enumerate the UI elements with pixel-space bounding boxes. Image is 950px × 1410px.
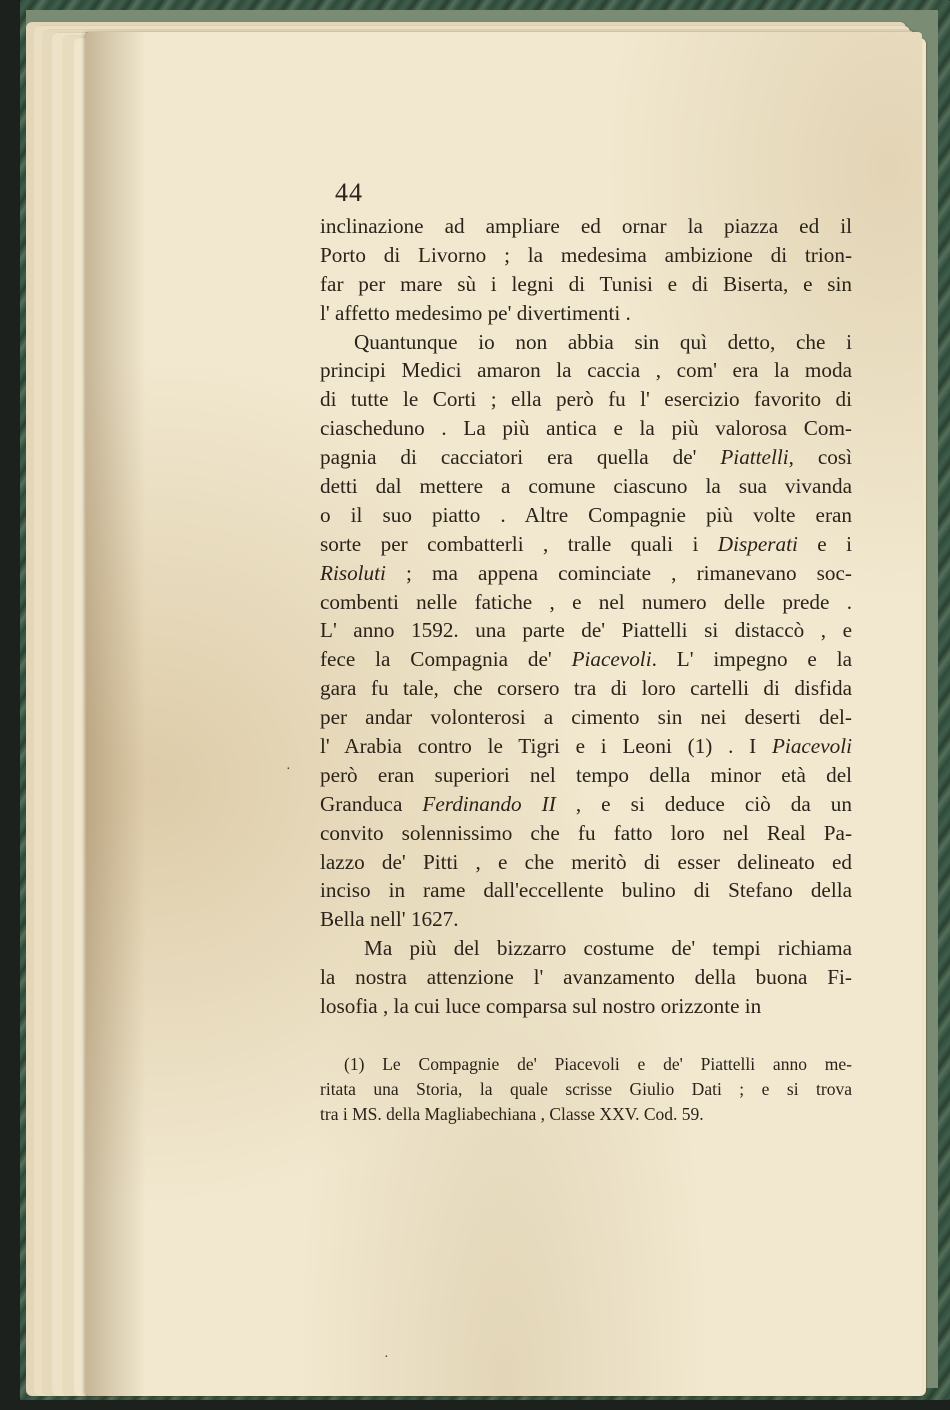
text-line bbox=[320, 559, 852, 588]
italic-name: Disperati bbox=[717, 531, 798, 556]
text-run: convito solennissimo che fu fatto loro nel Real Pa- bbox=[320, 820, 852, 845]
stray-mark: · bbox=[384, 1350, 389, 1365]
text-run: Granduca bbox=[320, 791, 423, 816]
footnote-line: tra i MS. della Magliabechiana , Classe XXV. Cod. 59. bbox=[320, 1104, 704, 1124]
italic-name: Ferdinando II bbox=[422, 791, 556, 816]
text-run: fece la Compagnia de' bbox=[320, 647, 572, 672]
text-run: sorte per combatterli , tralle quali i bbox=[320, 531, 718, 556]
text-run: Ma più del bizzarro costume de' tempi richiama bbox=[364, 936, 852, 961]
text-run: gara fu tale, che corsero tra di loro cartelli di disfida bbox=[320, 676, 852, 701]
italic-name: Piacevoli bbox=[571, 647, 652, 672]
text-run: per andar volonterosi a cimento sin nei deserti del- bbox=[320, 705, 852, 730]
text-line bbox=[320, 501, 852, 530]
text-line bbox=[320, 876, 852, 905]
text-line bbox=[320, 761, 852, 790]
text-run: lazzo de' Pitti , e che meritò di esser delineato ed bbox=[320, 849, 852, 874]
text-line bbox=[320, 588, 852, 617]
text-run: inclinazione ad ampliare ed ornar la piazza ed il bbox=[320, 214, 852, 238]
text-line bbox=[320, 905, 852, 934]
text-line bbox=[320, 356, 852, 385]
text-line bbox=[320, 703, 852, 732]
stray-mark: · bbox=[286, 762, 291, 777]
text-line bbox=[320, 385, 852, 414]
text-line bbox=[320, 963, 852, 992]
text-line bbox=[320, 212, 852, 241]
text-line bbox=[320, 472, 852, 501]
text-line bbox=[320, 732, 852, 761]
text-line bbox=[320, 299, 852, 328]
text-line bbox=[320, 241, 852, 270]
text-run: o il suo piatto . Altre Compagnie più volte eran bbox=[320, 502, 852, 527]
footnote-line: (1) Le Compagnie de' Piacevoli e de' Piattelli anno me- bbox=[344, 1054, 852, 1074]
text-line bbox=[320, 848, 852, 877]
footnote-line: ritata una Storia, la quale scrisse Giulio Dati ; e si trova bbox=[320, 1079, 852, 1099]
italic-name: Piacevoli bbox=[771, 734, 852, 759]
spine-shadow bbox=[86, 32, 146, 1396]
text-line bbox=[320, 270, 852, 299]
text-run: principi Medici amaron la caccia , com' era la moda bbox=[320, 358, 852, 383]
text-run: inciso in rame dall'eccellente bulino di Stefano della bbox=[320, 878, 852, 903]
text-run: Bella nell' 1627. bbox=[320, 907, 459, 932]
text-line bbox=[320, 530, 852, 559]
footnote-block bbox=[320, 1052, 852, 1127]
text-run: far per mare sù i legni di Tunisi e di Biserta, e sin bbox=[320, 271, 852, 296]
text-line bbox=[320, 790, 852, 819]
text-run: Porto di Livorno ; la medesima ambizione di trion- bbox=[320, 242, 852, 267]
text-line bbox=[320, 674, 852, 703]
text-run: e i bbox=[797, 531, 852, 556]
text-line bbox=[320, 616, 852, 645]
text-run: la nostra attenzione l' avanzamento della buona Fi- bbox=[320, 965, 852, 990]
text-run: pagnia di cacciatori era quella de' bbox=[320, 445, 721, 470]
text-run: ciascheduno . La più antica e la più valorosa Com- bbox=[320, 416, 852, 441]
text-run: L' anno 1592. una parte de' Piattelli si distaccò , e bbox=[320, 618, 852, 643]
text-run: . L' impegno e la bbox=[651, 647, 852, 672]
page-number: 44 bbox=[335, 178, 363, 207]
text-run: combenti nelle fatiche , e nel numero delle prede . bbox=[320, 589, 852, 614]
text-line bbox=[320, 992, 852, 1021]
text-line bbox=[320, 645, 852, 674]
text-run: , così bbox=[788, 445, 852, 470]
text-run: losofia , la cui luce comparsa sul nostro orizzonte in bbox=[320, 994, 762, 1019]
text-run: , e si deduce ciò da un bbox=[555, 791, 852, 816]
italic-name: Piattelli bbox=[720, 445, 789, 470]
text-run: detti dal mettere a comune ciascuno la sua vivanda bbox=[320, 474, 852, 499]
text-line bbox=[320, 443, 852, 472]
text-run: ; ma appena cominciate , rimanevano soc- bbox=[385, 560, 852, 585]
text-run: l' affetto medesimo pe' divertimenti . bbox=[320, 300, 631, 325]
text-line bbox=[320, 414, 852, 443]
text-line bbox=[320, 819, 852, 848]
body-text bbox=[320, 212, 852, 1021]
text-run: però eran superiori nel tempo della minor età del bbox=[320, 762, 852, 787]
text-line bbox=[320, 934, 852, 963]
italic-name: Risoluti bbox=[320, 560, 386, 585]
text-run: l' Arabia contro le Tigri e i Leoni (1) . I bbox=[320, 734, 772, 759]
text-run: Quantunque io non abbia sin quì detto, che i bbox=[354, 329, 852, 354]
text-line bbox=[320, 328, 852, 357]
text-run: di tutte le Corti ; ella però fu l' esercizio favorito di bbox=[320, 387, 852, 412]
